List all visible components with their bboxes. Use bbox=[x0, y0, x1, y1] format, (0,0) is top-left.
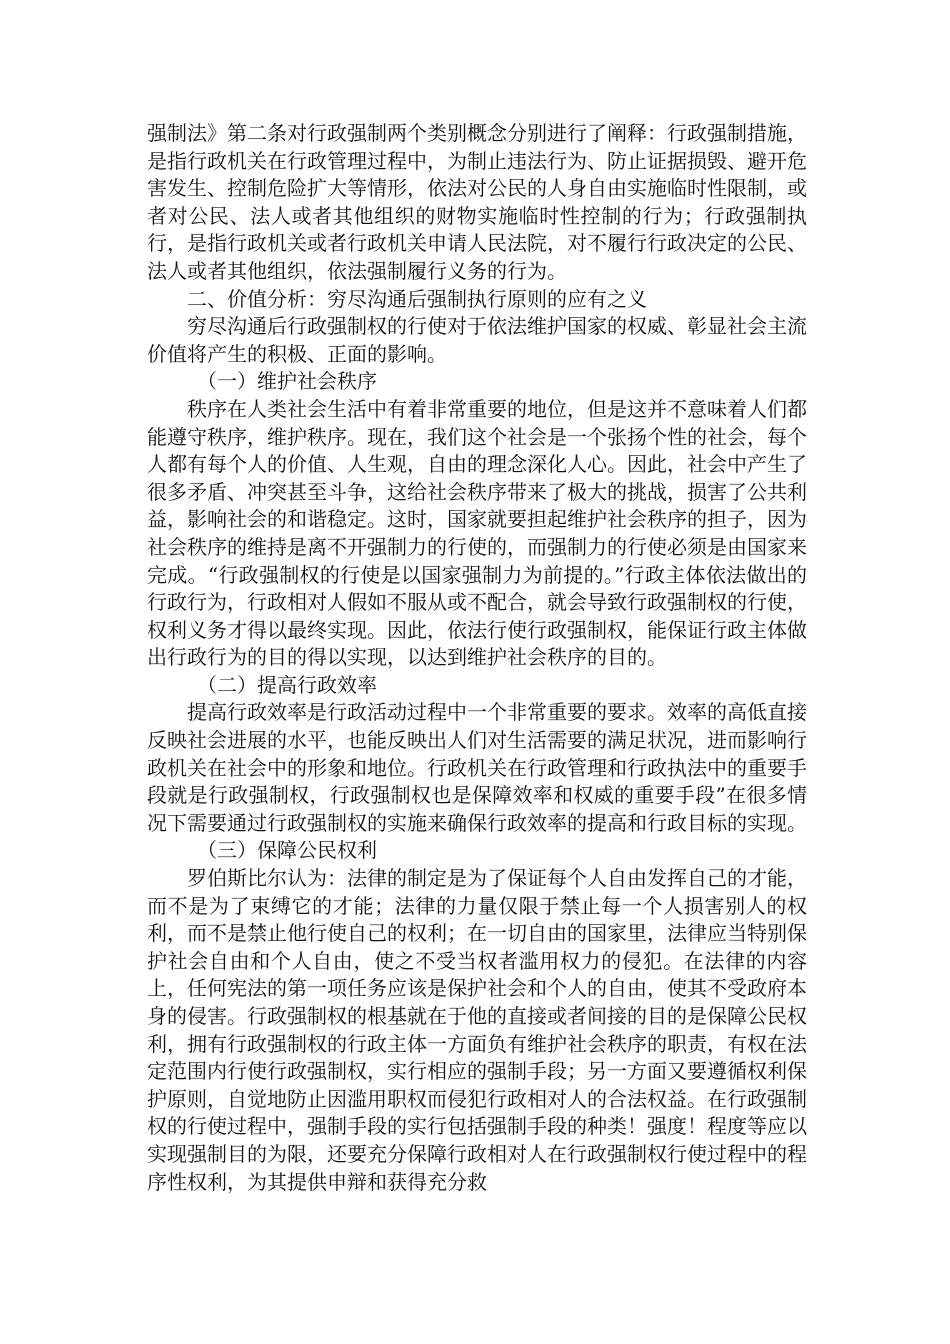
paragraph-social-order: 秩序在人类社会生活中有着非常重要的地位，但是这并不意味着人们都能遵守秩序，维护秩序。现在，我们这个社会是一个张扬个性的社会，每个人都有每个人的价值、人生观，自由的理念深化人心。因此，社会中产生了很多矛盾、冲突甚至斗争，这给社会秩序带来了极大的挑战，损害了公共利益，影响社会的和谐稳定。这时，国家就要担起维护社会秩序的担子，因为社会秩序的维持是离不开强制力的行使的，而强制力的行使必须是由国家来完成。“行政强制权的行使是以国家强制力为前提的。”行政主体依法做出的行政行为，行政相对人假如不服从或不配合，就会导致行政强制权的行使，权利义务才得以最终实现。因此，依法行使行政强制权，能保证行政主体做出行政行为的目的得以实现，以达到维护社会秩序的目的。 bbox=[147, 396, 807, 670]
paragraph-citizen-rights: 罗伯斯比尔认为：法律的制定是为了保证每个人自由发挥自己的才能，而不是为了束缚它的才能；法律的力量仅限于禁止每一个人损害别人的权利，而不是禁止他行使自己的权利；在一切自由的国家里，法律应当特别保护社会自由和个人自由，使之不受当权者滥用权力的侵犯。在法律的内容上，任何宪法的第一项任务应该是保护社会和个人的自由，使其不受政府本身的侵害。行政强制权的根基就在于他的直接或者间接的目的是保障公民权利，拥有行政强制权的行政主体一方面负有维护社会秩序的职责，有权在法定范围内行使行政强制权，实行相应的强制手段；另一方面又要遵循权利保护原则，自觉地防止因滥用职权而侵犯行政相对人的合法权益。在行政强制权的行使过程中，强制手段的实行包括强制手段的种类！强度！程度等应以实现强制目的为限，还要充分保障行政相对人在行政强制权行使过程中的程序性权利，为其提供申辩和获得充分救 bbox=[147, 866, 807, 1194]
document-body bbox=[147, 120, 807, 1196]
subheading-social-order: （一）维护社会秩序 bbox=[197, 369, 377, 394]
paragraph-definition-continuation: 强制法》第二条对行政强制两个类别概念分别进行了阐释：行政强制措施，是指行政机关在行政管理过程中，为制止违法行为、防止证据损毁、避开危害发生、控制危险扩大等情形，依法对公民的人身自由实施临时性限制，或者对公民、法人或者其他组织的财物实施临时性控制的行为；行政强制执行，是指行政机关或者行政机关申请人民法院，对不履行行政决定的公民、法人或者其他组织，依法强制履行义务的行为。 bbox=[147, 121, 807, 283]
section-heading-value-analysis: 二、价值分析：穷尽沟通后强制执行原则的应有之义 bbox=[187, 286, 647, 311]
subheading-efficiency: （二）提高行政效率 bbox=[197, 672, 377, 697]
subheading-citizen-rights: （三）保障公民权利 bbox=[197, 838, 377, 863]
paragraph-intro: 穷尽沟通后行政强制权的行使对于依法维护国家的权威、彰显社会主流价值将产生的积极、正面的影响。 bbox=[147, 314, 807, 366]
paragraph-efficiency: 提高行政效率是行政活动过程中一个非常重要的要求。效率的高低直接反映社会进展的水平，也能反映出人们对生活需要的满足状况，进而影响行政机关在社会中的形象和地位。行政机关在行政管理和行政执法中的重要手段就是行政强制权，行政强制权也是保障效率和权威的重要手段”在很多情况下需要通过行政强制权的实施来确保行政效率的提高和行政目标的实现。 bbox=[147, 700, 807, 835]
